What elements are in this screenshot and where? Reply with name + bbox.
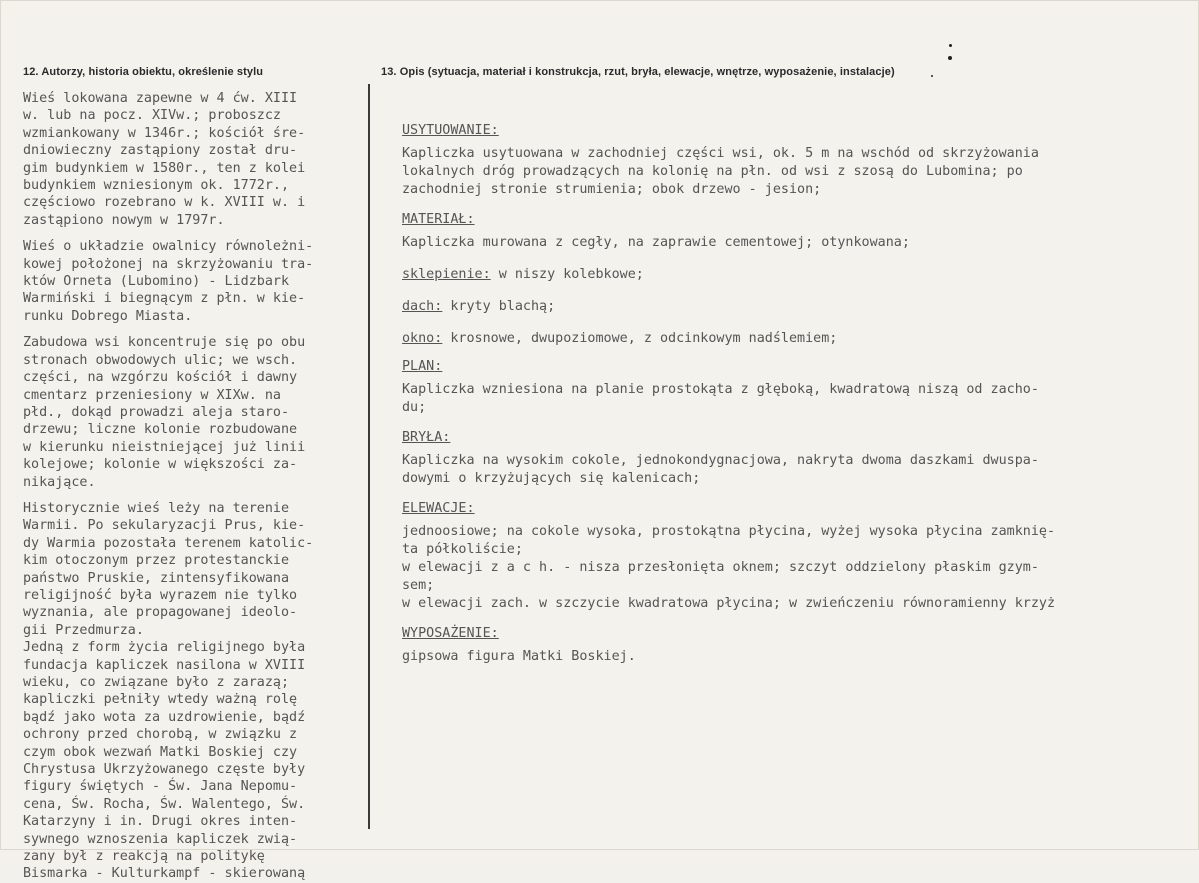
description-column xyxy=(402,122,1192,678)
plan-title: PLAN: xyxy=(402,359,443,374)
bryla-text: Kapliczka na wysokim cokole, jednokondygnacjowa, nakryta dwoma daszkami dwuspa- dowymi o krzyżujących się kalenicach; xyxy=(402,453,1039,486)
ink-mark xyxy=(949,44,952,47)
bryla-title: BRYŁA: xyxy=(402,430,451,445)
wyposazenie-text: gipsowa figura Matki Boskiej. xyxy=(402,649,636,664)
plan-text: Kapliczka wzniesiona na planie prostokąta z głęboką, kwadratową niszą od zacho- du; xyxy=(402,382,1039,415)
dach-row xyxy=(402,298,1192,316)
history-paragraph: Historycznie wieś leży na terenie Warmii. Po sekularyzacji Prus, kie- dy Warmia pozostała terenem katolic- kim otoczonym przez protestanckie państwo Pruskie, zintensyfikowana religijność była wyrazem nie tylko wyznania, ale propagowanej ideolo- gii Przedmurza. xyxy=(23,500,314,638)
usytuowanie-text: Kapliczka usytuowana w zachodniej części wsi, ok. 5 m na wschód od skrzyżowania lokalnych dróg prowadzących na kolonię na płn. od wsi z szosą do Lubomina; po zachodniej stronie strumienia; obok drzewo - jesion; xyxy=(402,146,1039,197)
elewacje-text: jednoosiowe; na cokole wysoka, prostokątna płycina, wyżej wysoka płycina zamknię- ta półkoliście; w elewacji z a c h. - nisza przesłonięta oknem; szczyt oddzielony płaskim gzym- sem; w elewacji zach. w szczycie kwadratowa płycina; w zwieńczeniu równoramienny krzyż xyxy=(402,524,1056,611)
ink-mark xyxy=(948,56,952,60)
dach-label: dach: xyxy=(402,299,443,314)
history-column xyxy=(23,90,368,883)
sklepienie-label: sklepienie: xyxy=(402,267,491,282)
okno-label: okno: xyxy=(402,331,443,346)
material-text: Kapliczka murowana z cegły, na zaprawie cementowej; otynkowana; xyxy=(402,235,910,250)
section-12-header: 12. Autorzy, historia obiektu, określenie stylu xyxy=(23,66,264,78)
elewacje-title: ELEWACJE: xyxy=(402,501,475,516)
history-paragraph: Zabudowa wsi koncentruje się po obu stronach obwodowych ulic; we wsch. części, na wzgórzu kościół i dawny cmentarz przeniesiony w XIXw. na płd., dokąd prowadzi aleja staro- drzewu; liczne kolonie rozbudowane w kierunku nieistniejącej już linii kolejowe; kolonie w większości za- nikające. xyxy=(23,335,306,490)
sklepienie-row xyxy=(402,266,1192,284)
history-paragraph: Jedną z form życia religijnego była fundacja kapliczek nasilona w XVIII wieku, co związane było z zarazą; kapliczki pełniły wtedy ważną rolę bądź jako wota za uzdrowienie, bądź ochrony przed chorobą, w związku z czym obok wezwań Matki Boskiej czy Chrystusa Ukrzyżowanego częste były figury świętych - Św. Jana Nepomu- cena, Św. Rocha, Św. Walentego, Św. Katarzyny i in. Drugi okres inten- sywnego wznoszenia kapliczek zwią- zany był z reakcją na politykę Bismarka - Kulturkampf - skierowaną xyxy=(23,640,306,882)
usytuowanie-title: USYTUOWANIE: xyxy=(402,123,499,138)
column-divider xyxy=(368,84,370,829)
okno-row xyxy=(402,330,1192,348)
material-title: MATERIAŁ: xyxy=(402,212,475,227)
history-paragraph: Wieś lokowana zapewne w 4 ćw. XIII w. lub na pocz. XIVw.; proboszcz wzmiankowany w 1346r.; kościół śre- dniowieczny zastąpiony został dru- gim budynkiem w 1580r., ten z kolei budynkiem wzniesionym ok. 1772r., częściowo rozebrano w k. XVIII w. i zastąpiono nowym w 1797r. xyxy=(23,91,306,228)
history-paragraph: Wieś o układzie owalnicy równoleżni- kowej położonej na skrzyżowaniu tra- któw Orneta (Lubomino) - Lidzbark Warmiński i biegnącym z płn. w kie- runku Dobrego Miasta. xyxy=(23,239,314,324)
ink-mark xyxy=(931,75,933,77)
dach-text: kryty blachą; xyxy=(442,299,556,314)
okno-text: krosnowe, dwupoziomowe, z odcinkowym nadślemiem; xyxy=(442,331,838,346)
sklepienie-text: w niszy kolebkowe; xyxy=(490,267,644,282)
wyposazenie-title: WYPOSAŻENIE: xyxy=(402,626,499,641)
section-13-header: 13. Opis (sytuacja, materiał i konstrukcja, rzut, bryła, elewacje, wnętrze, wyposażenie, instalacje) xyxy=(381,66,895,78)
